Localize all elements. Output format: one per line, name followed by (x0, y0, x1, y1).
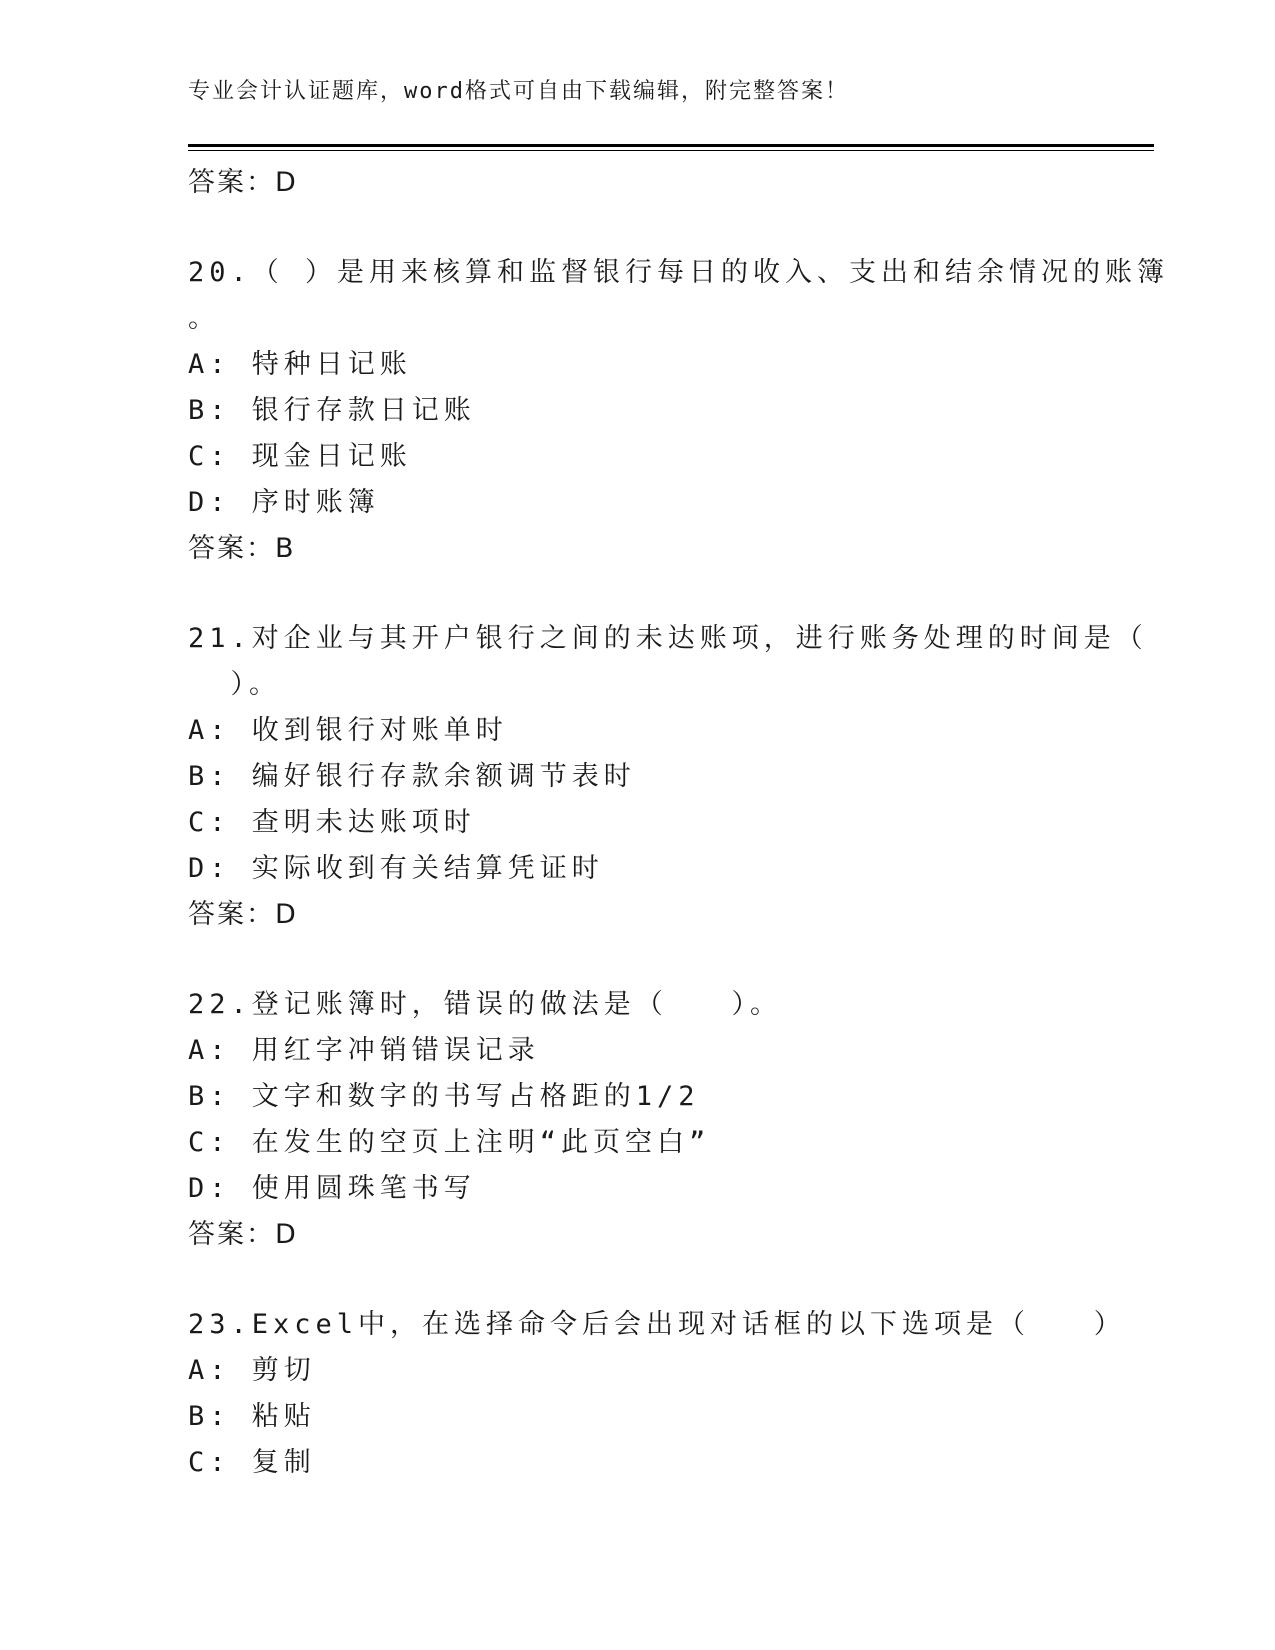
option-a: A: 收到银行对账单时 (188, 715, 508, 746)
answer-line: 答案：B (188, 533, 296, 564)
document-body (188, 160, 1170, 1486)
header-rule-thin (188, 150, 1154, 151)
header-rule-thick (188, 144, 1154, 147)
option-b: B: 粘贴 (188, 1401, 316, 1432)
question-stem: 22.登记账簿时，错误的做法是（ ）。 (188, 989, 783, 1020)
question-stem-cont: ）。 (188, 669, 282, 700)
option-b: B: 银行存款日记账 (188, 395, 476, 426)
question-stem-cont: 。 (188, 303, 220, 334)
question-22 (188, 982, 1088, 1258)
option-b: B: 文字和数字的书写占格距的1/2 (188, 1081, 700, 1112)
option-a: A: 特种日记账 (188, 349, 412, 380)
option-c: C: 现金日记账 (188, 441, 412, 472)
option-b: B: 编好银行存款余额调节表时 (188, 761, 636, 792)
question-20 (188, 250, 1170, 572)
header-text: 专业会计认证题库，word格式可自由下载编辑，附完整答案！ (188, 79, 849, 104)
option-c: C: 在发生的空页上注明“此页空白” (188, 1127, 711, 1158)
answer-line: 答案：D (188, 1219, 298, 1250)
question-21 (188, 616, 1148, 938)
option-a: A: 用红字冲销错误记录 (188, 1035, 540, 1066)
question-stem: 21.对企业与其开户银行之间的未达账项，进行账务处理的时间是（ (188, 623, 1148, 654)
option-d: D: 序时账簿 (188, 487, 380, 518)
question-stem: 20.（ ）是用来核算和监督银行每日的收入、支出和结余情况的账簿 (188, 257, 1170, 288)
question-23 (188, 1302, 1126, 1486)
option-c: C: 查明未达账项时 (188, 807, 476, 838)
question-stem: 23.Excel中，在选择命令后会出现对话框的以下选项是（ ） (188, 1309, 1126, 1340)
option-d: D: 实际收到有关结算凭证时 (188, 853, 604, 884)
answer-line: 答案：D (188, 167, 298, 198)
option-d: D: 使用圆珠笔书写 (188, 1173, 476, 1204)
answer-line: 答案：D (188, 899, 298, 930)
option-a: A: 剪切 (188, 1355, 316, 1386)
option-c: C: 复制 (188, 1447, 316, 1478)
